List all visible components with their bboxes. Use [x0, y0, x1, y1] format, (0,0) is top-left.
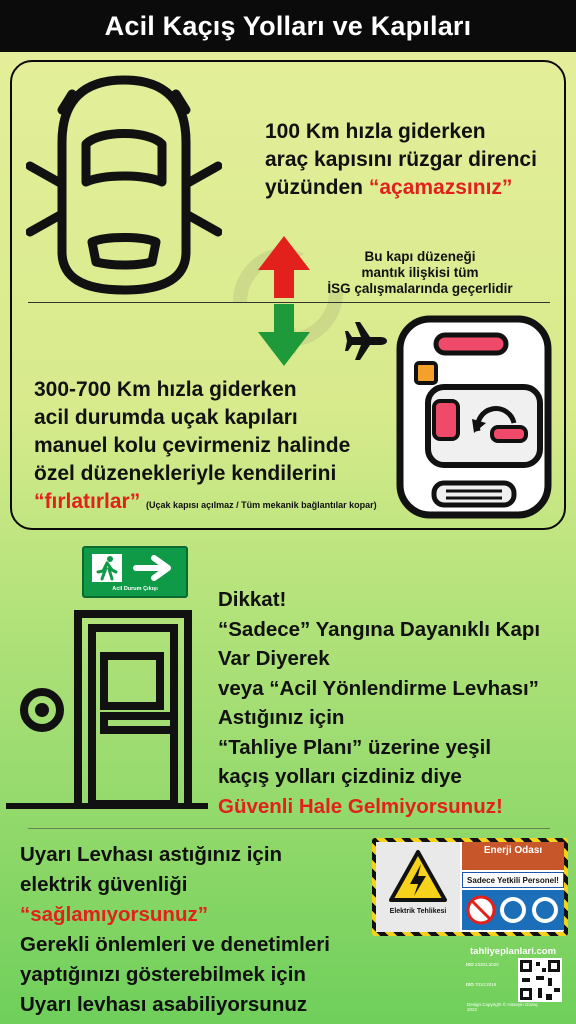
logic-note: [300, 249, 540, 297]
car-description: [265, 118, 565, 202]
iso-badge-1-text: 23301:2020: [475, 962, 499, 967]
exit-sign-label: Acil Durum Çıkışı: [112, 586, 158, 592]
iso-badge-2-text: 7010:2016: [475, 982, 497, 987]
electric-sign-subtitle: Sadece Yetkili Personel!: [462, 872, 564, 888]
warning-line-2: “Sadece” Yangına Dayanıklı Kapı: [218, 617, 541, 641]
logic-note-line-3: İSG çalışmalarında geçerlidir: [327, 281, 513, 296]
fire-door-icon: [4, 606, 210, 810]
warning-line-4: veya “Acil Yönlendirme Levhası”: [218, 676, 539, 700]
electric-highlight: “sağlamıyorsunuz”: [20, 903, 208, 926]
car-line-3-prefix: yüzünden: [265, 176, 369, 199]
footer-copyright: Design Copyright © Hüseyin Güzaç 2022: [467, 1002, 538, 1012]
car-highlight: “açamazsınız”: [368, 176, 513, 199]
warning-line-7: kaçış yolları çizdiniz diye: [218, 765, 462, 788]
iso-badge-2: ISO 7010:2016: [466, 982, 497, 987]
electric-line-2: elektrik güvenliği: [20, 873, 188, 896]
iso-badge-1: ISO 23301:2020: [466, 962, 499, 967]
section-divider: [28, 302, 550, 303]
logic-note-line-2: mantık ilişkisi tüm: [361, 265, 479, 280]
exit-sign: [82, 546, 188, 598]
warning-highlight: Güvenli Hale Gelmiyorsunuz!: [218, 794, 503, 818]
qr-pattern-icon: [518, 958, 562, 1002]
plane-line-3: manuel kolu çevirmeniz halinde: [34, 434, 351, 457]
plane-description: [34, 376, 377, 519]
electric-warning-text: [20, 840, 370, 1020]
electric-line-4: Gerekli önlemleri ve denetimleri: [20, 933, 330, 956]
airplane-icon: [343, 318, 389, 364]
electric-sign-inner: [376, 842, 564, 932]
section-divider-2: [28, 828, 550, 829]
page-title: Acil Kaçış Yolları ve Kapıları: [0, 0, 576, 52]
electric-line-6: Uyarı levhası asabiliyorsunuz: [20, 993, 308, 1016]
warning-text: [218, 585, 576, 821]
plane-line-4: özel düzenekleriyle kendilerini: [34, 462, 337, 485]
electric-sign-title: Enerji Odası: [483, 845, 543, 856]
car-line-2: araç kapısını rüzgar direnci: [265, 148, 537, 171]
safety-symbols-icon: [466, 894, 560, 926]
car-icon: [26, 72, 222, 298]
warning-line-1: Dikkat!: [218, 588, 287, 611]
logic-note-line-1: Bu kapı düzeneği: [364, 249, 476, 264]
running-man-icon: [90, 552, 182, 584]
electric-sign-left: [376, 842, 460, 932]
car-line-1: 100 Km hızla giderken: [265, 120, 486, 143]
plane-door-icon: [394, 315, 554, 520]
warning-line-6: “Tahliye Planı” üzerine yeşil: [218, 735, 492, 759]
plane-highlight: “fırlatırlar”: [34, 490, 141, 513]
plane-line-1: 300-700 Km hızla giderken: [34, 378, 297, 401]
plane-note: (Uçak kapısı açılmaz / Tüm mekanik bağlantılar kopar): [146, 500, 377, 510]
qr-code-icon: [518, 958, 562, 1002]
electric-hazard-sign: [372, 838, 568, 936]
electric-hazard-label: Elektrik Tehlikesi: [389, 908, 447, 915]
plane-line-5: [34, 488, 377, 519]
electric-line-5: yaptığınızı gösterebilmek için: [20, 963, 306, 986]
warning-line-3: Var Diyerek: [218, 647, 330, 670]
electric-line-1: Uyarı Levhası astığınız için: [20, 843, 283, 866]
electric-sign-icons: [462, 890, 564, 930]
footer-website[interactable]: tahliyeplanlari.com: [470, 946, 557, 957]
warning-line-5: Astığınız için: [218, 706, 345, 729]
car-line-3: [265, 174, 565, 202]
high-voltage-icon: [388, 848, 448, 904]
electric-sign-title-bar: [462, 842, 564, 870]
plane-line-2: acil durumda uçak kapıları: [34, 406, 298, 429]
